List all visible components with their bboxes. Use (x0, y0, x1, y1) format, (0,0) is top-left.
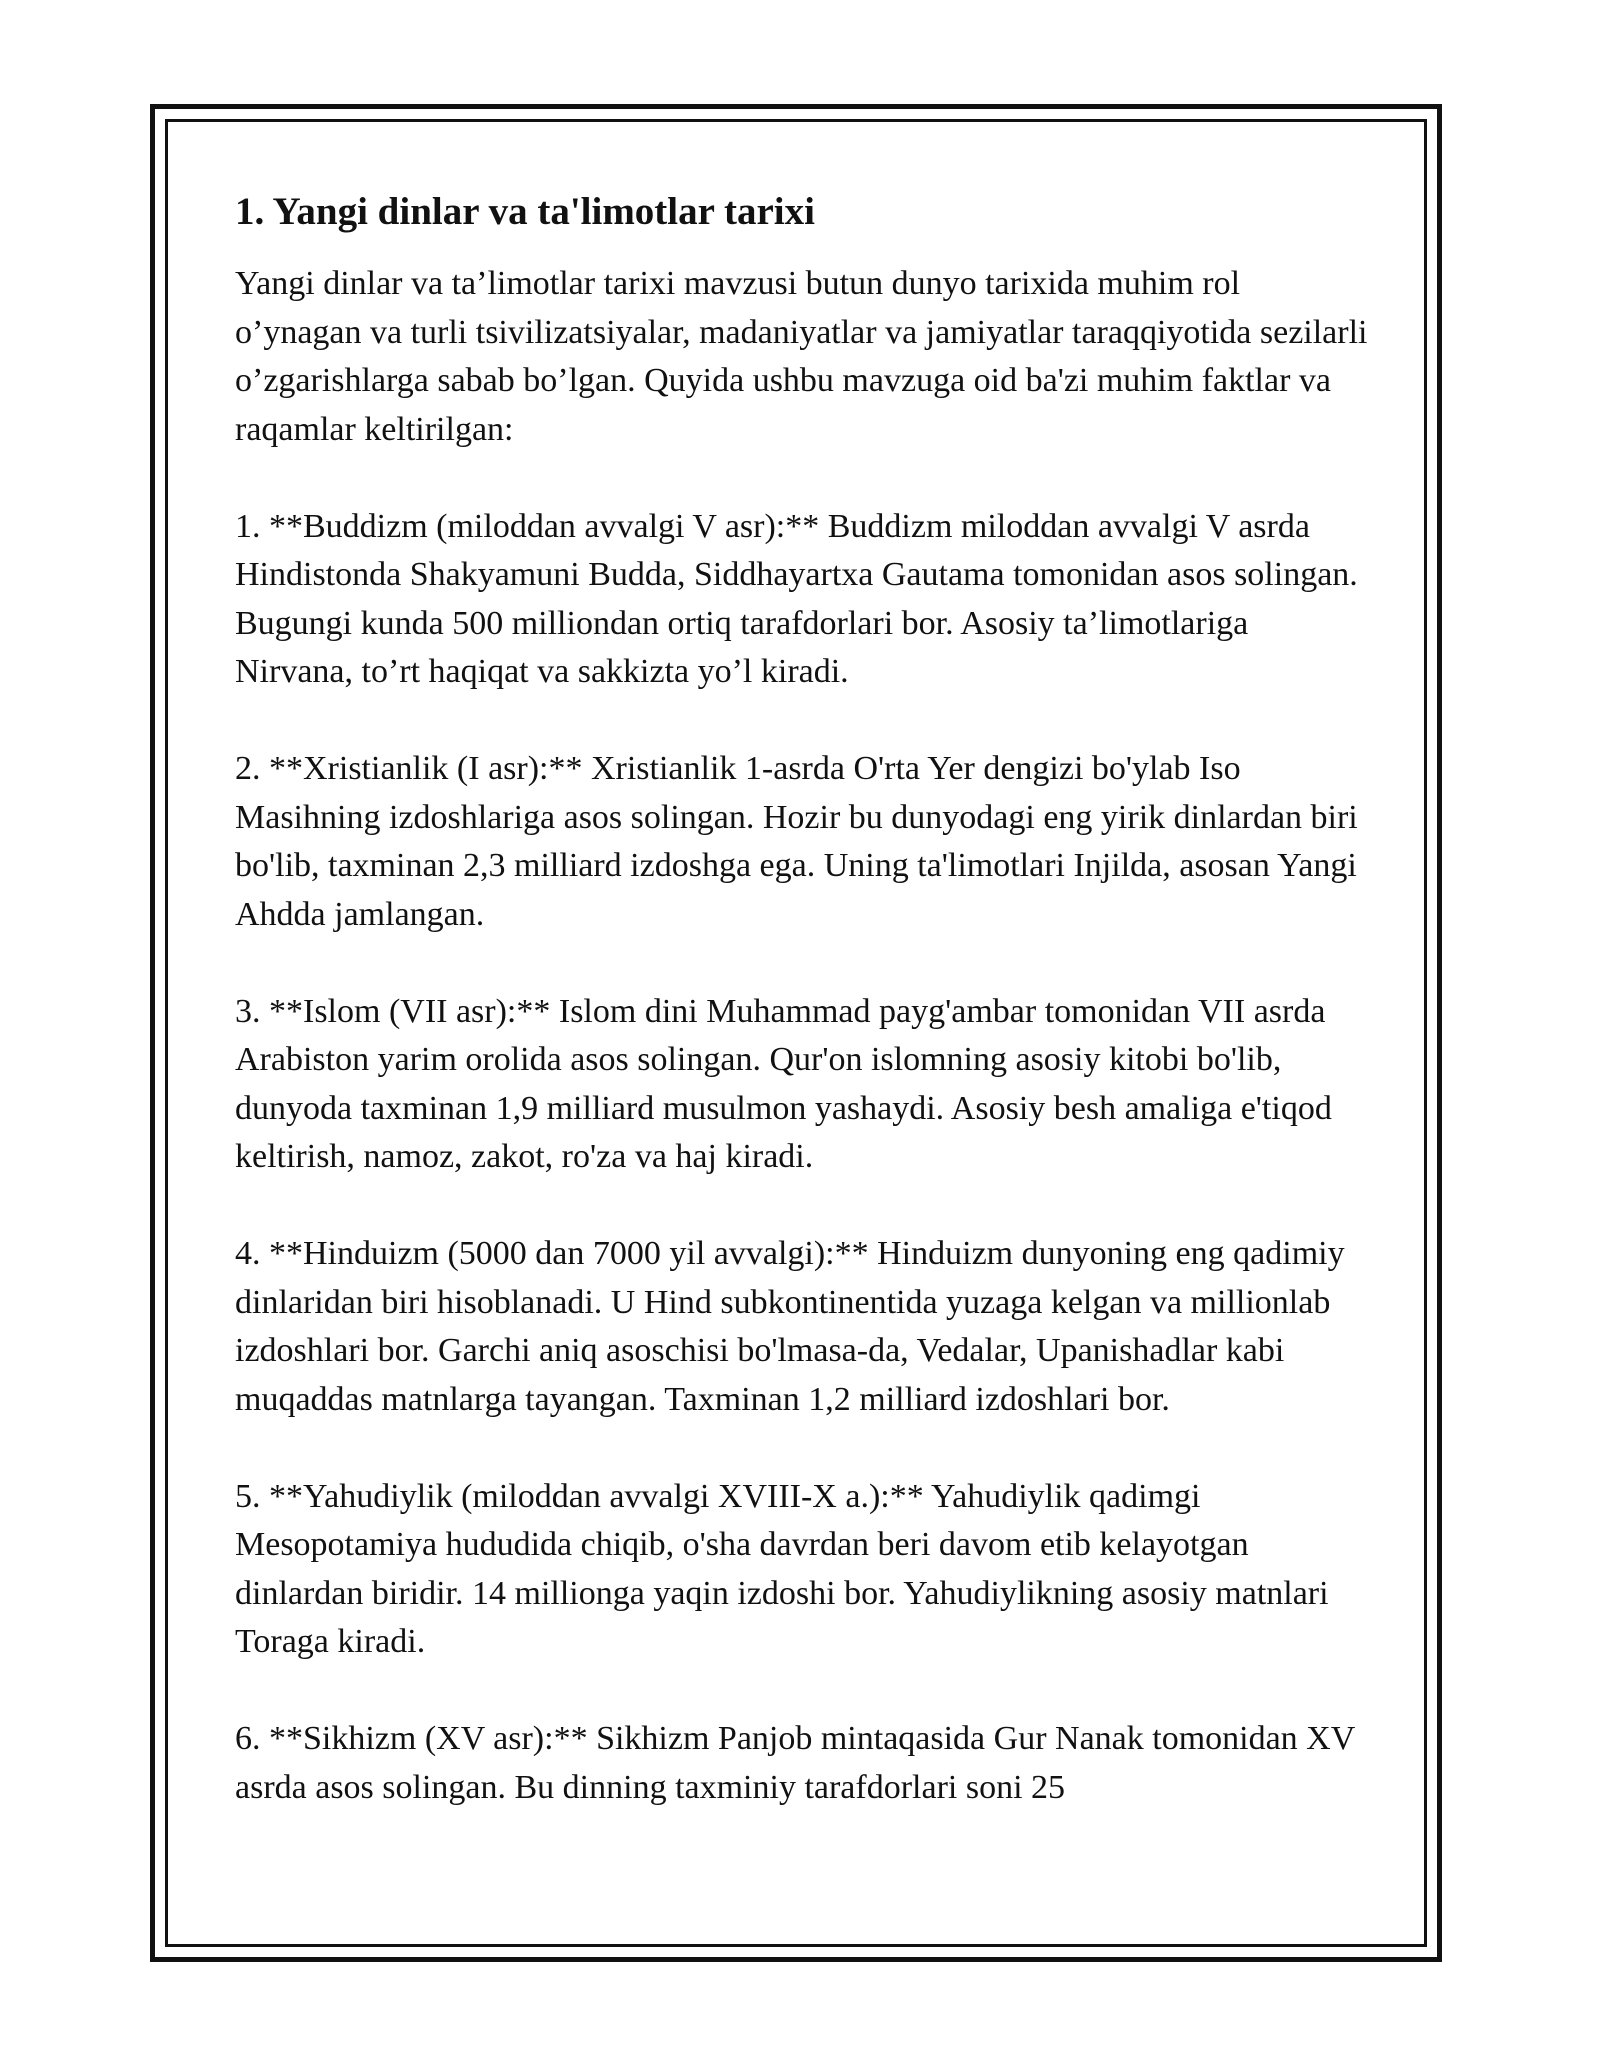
list-item-christianity: 2. **Xristianlik (I asr):** Xristianlik 1-asrda O'rta Yer dengizi bo'ylab Iso Masihning izdoshlariga asos solingan. Hozir bu dunyodagi eng yirik dinlardan biri bo'lib, taxminan 2,3 milliard izdoshga ega. Uning ta'limotlari Injilda, asosan Yangi Ahdda jamlangan. (235, 750, 1358, 933)
list-item-judaism: 5. **Yahudiylik (miloddan avvalgi XVIII-X a.):** Yahudiylik qadimgi Mesopotamiya hududida chiqib, o'sha davrdan beri davom etib kelayotgan dinlardan biridir. 14 millionga yaqin izdoshi bor. Yahudiylikning asosiy matnlari Toraga kiradi. (235, 1477, 1329, 1660)
document-body (235, 188, 1370, 1861)
intro-paragraph: Yangi dinlar va ta’limotlar tarixi mavzusi butun dunyo tarixida muhim rol o’ynagan va turli tsivilizatsiyalar, madaniyatlar va jamiyatlar taraqqiyotida sezilarli o’zgarishlarga sabab bo’lgan. Quyida ushbu mavzuga oid ba'zi muhim faktlar va raqamlar keltirilgan: (235, 265, 1368, 448)
list-item-buddhism: 1. **Buddizm (miloddan avvalgi V asr):** Buddizm miloddan avvalgi V asrda Hindistonda Shakyamuni Budda, Siddhayartxa Gautama tomonidan asos solingan. Bugungi kunda 500 milliondan ortiq tarafdorlari bor. Asosiy ta’limotlariga Nirvana, to’rt haqiqat va sakkizta yo’l kiradi. (235, 507, 1358, 690)
list-item-islam: 3. **Islom (VII asr):** Islom dini Muhammad payg'ambar tomonidan VII asrda Arabiston yarim orolida asos solingan. Qur'on islomning asosiy kitobi bo'lib, dunyoda taxminan 1,9 milliard musulmon yashaydi. Asosiy besh amaliga e'tiqod keltirish, namoz, zakot, ro'za va haj kiradi. (235, 992, 1332, 1175)
list-item-hinduism: 4. **Hinduizm (5000 dan 7000 yil avvalgi):** Hinduizm dunyoning eng qadimiy dinlaridan biri hisoblanadi. U Hind subkontinentida yuzaga kelgan va millionlab izdoshlari bor. Garchi aniq asoschisi bo'lmasa-da, Vedalar, Upanishadlar kabi muqaddas matnlarga tayangan. Taxminan 1,2 milliard izdoshlari bor. (235, 1235, 1345, 1418)
list-item-sikhism: 6. **Sikhizm (XV asr):** Sikhizm Panjob mintaqasida Gur Nanak tomonidan XV asrda asos solingan. Bu dinning taxminiy tarafdorlari soni 25 (235, 1720, 1355, 1806)
document-title: 1. Yangi dinlar va ta'limotlar tarixi (235, 190, 815, 233)
